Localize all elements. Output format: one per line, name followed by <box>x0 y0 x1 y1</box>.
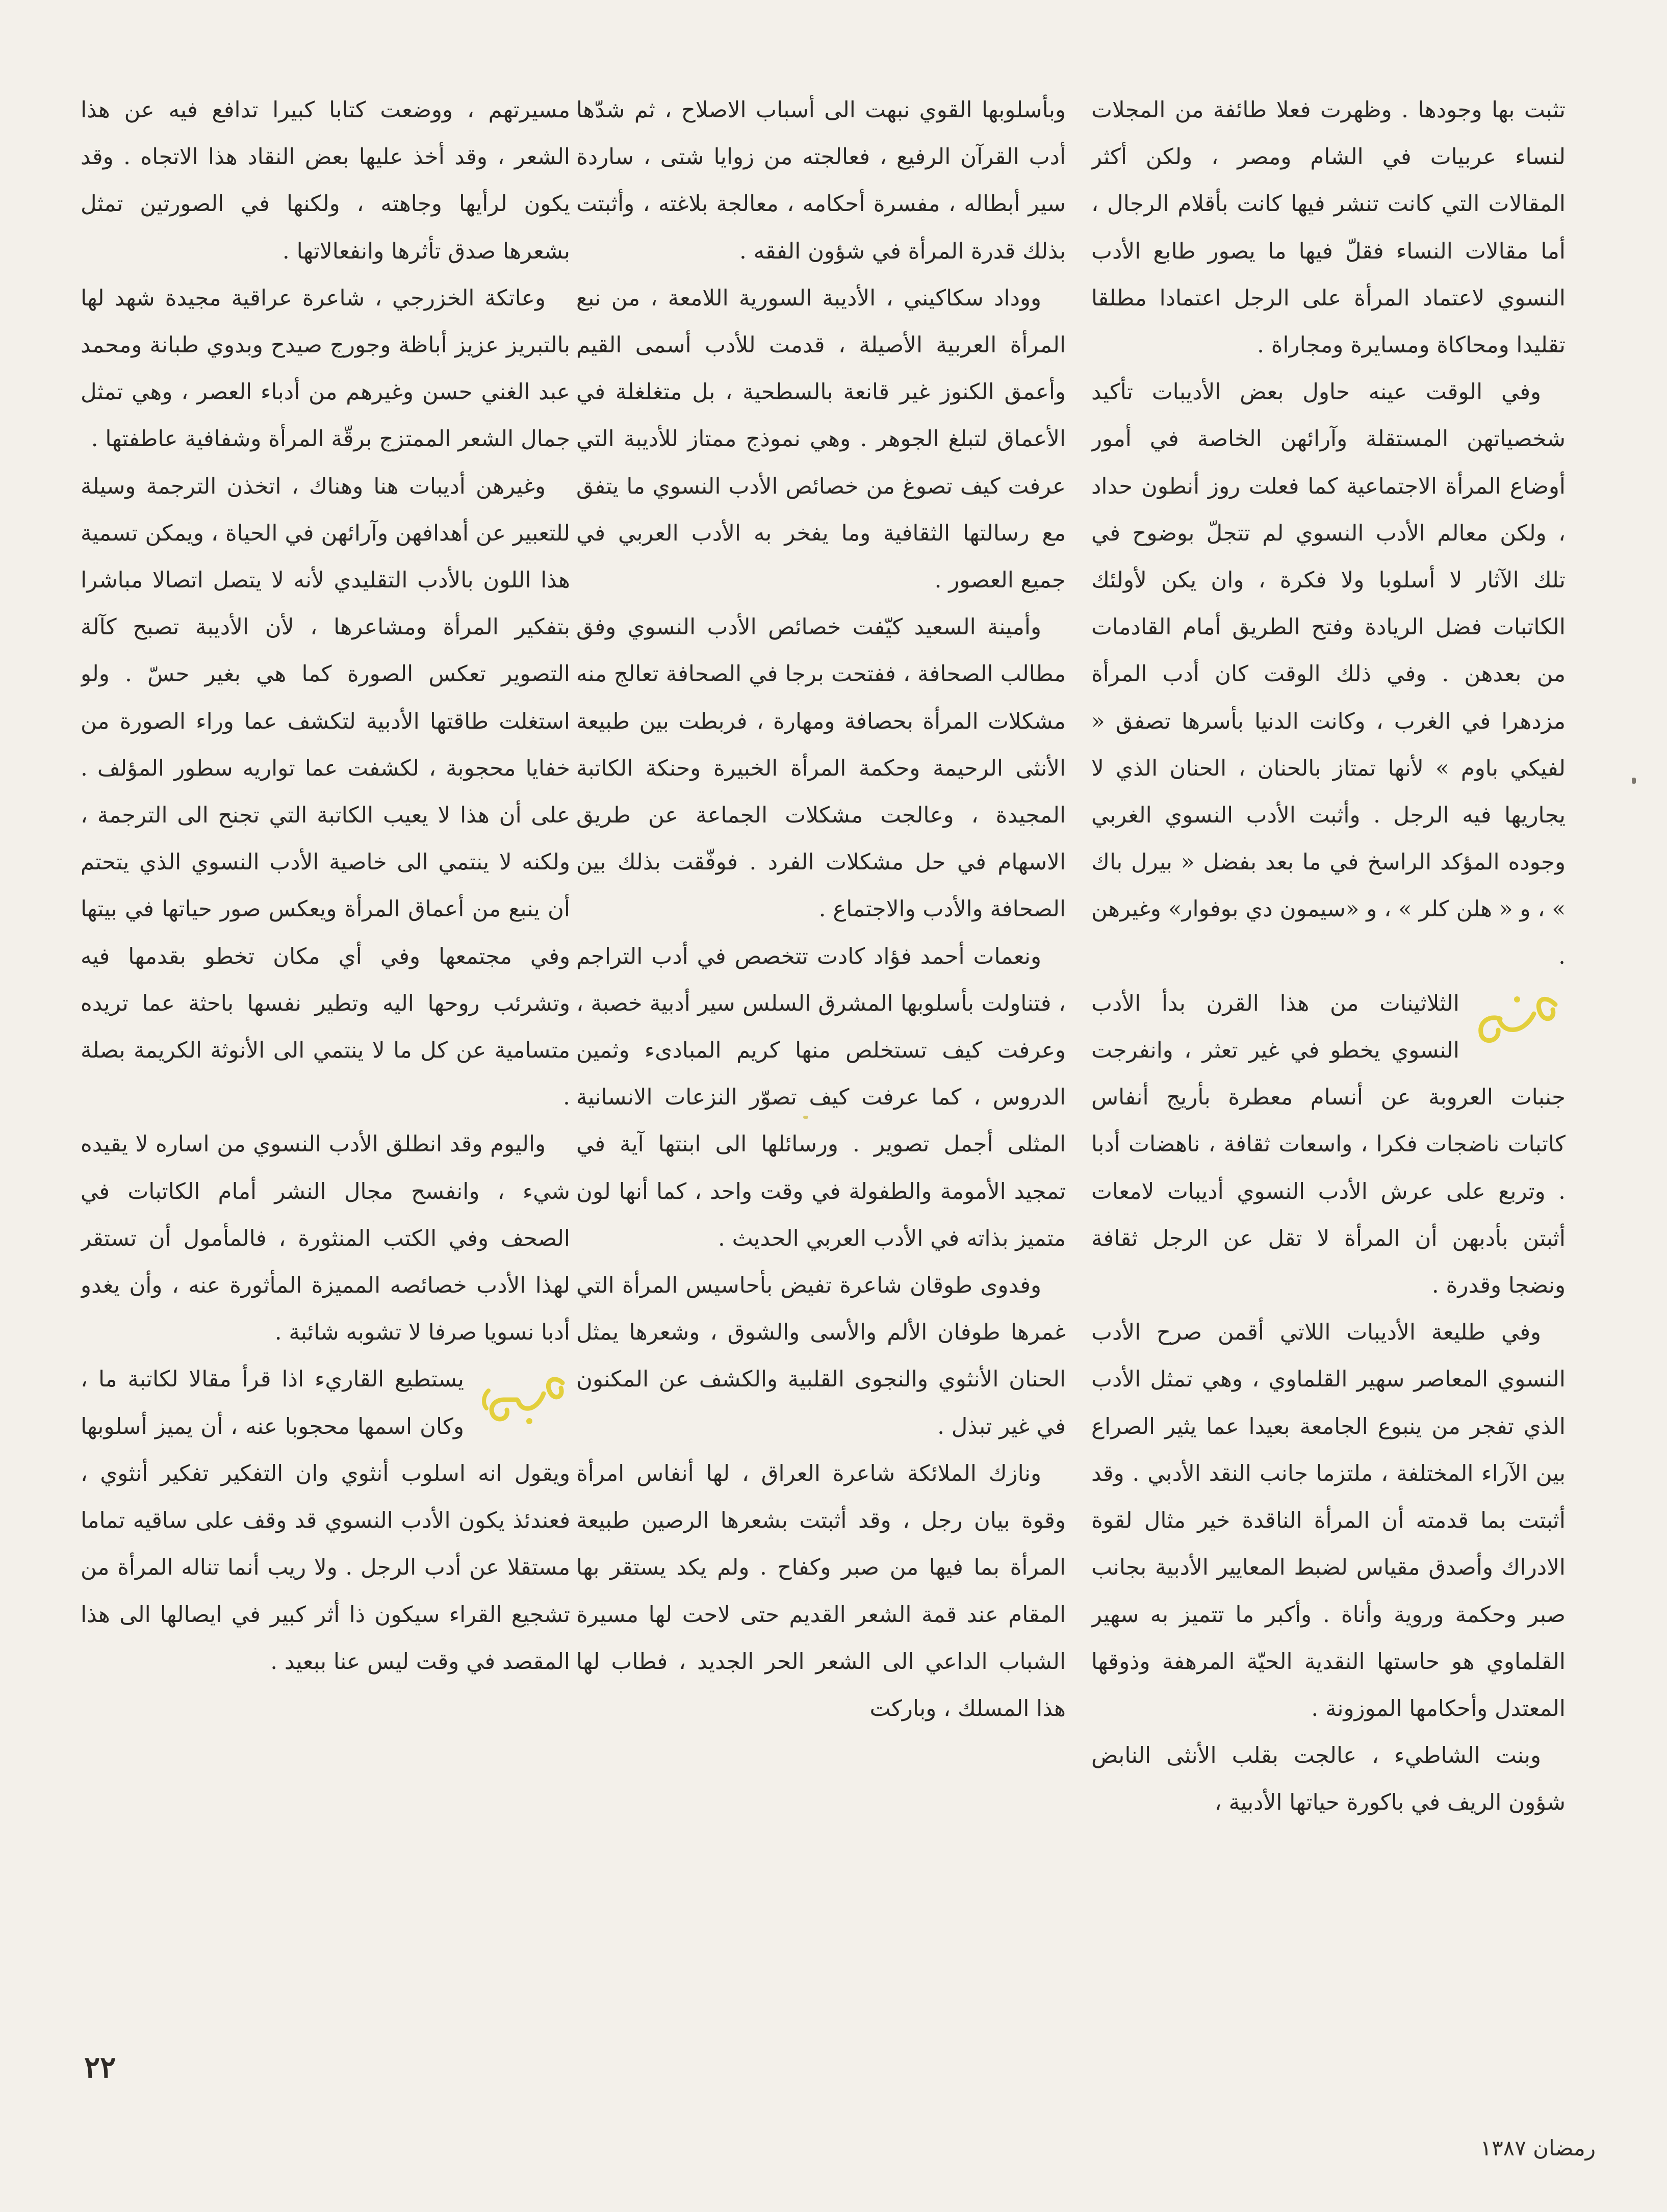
article-column-left <box>81 87 570 2065</box>
paragraph: واليوم وقد انطلق الأدب النسوي من اساره لا يقيده شيء ، وانفسح مجال النشر أمام الكاتبات في الصحف وفي الكتب المنثورة ، فالمأمول أن تستقر لهذا الأدب خصائصه المميزة المأثورة عنه ، وأن يغدو أدبا نسويا صرفا لا تشوبه شائبة . <box>81 1131 570 1346</box>
calligraphic-word-image <box>1469 984 1566 1056</box>
paragraph: وبأسلوبها القوي نبهت الى أسباب الاصلاح ، ثم شدّها أدب القرآن الرفيع ، فعالجته من زوايا شتى ، ساردة سير أبطاله ، مفسرة أحكامه ، معالجة بلاغته ، وأثبتت بذلك قدرة المرأة في شؤون الفقه . <box>576 97 1066 264</box>
paragraph: وغيرهن أديبات هنا وهناك ، اتخذن الترجمة وسيلة للتعبير عن أهدافهن وآرائهن في الحياة ، ويمكن تسمية هذا اللون بالأدب التقليدي لأنه لا يتصل اتصالا مباشرا بتفكير المرأة ومشاعرها ، لأن الأديبة تصبح كآلة التصوير تعكس الصورة كما هي بغير حسّ . ولو استغلت طاقتها الأدبية لتكشف عما وراء الصورة من خفايا محجوبة ، لكشفت عما تواريه سطور المؤلف . على أن هذا لا يعيب الكاتبة التي تجنح الى الترجمة ، ولكنه لا ينتمي الى خاصية الأدب النسوي الذي يتحتم أن ينبع من أعماق المرأة ويعكس صور حياتها في بيتها وفي مجتمعها وفي أي مكان تخطو بقدمها فيه وتشرئب روحها اليه وتطير نفسها باحثة عما تريده متسامية عن كل ما لا ينتمي الى الأنوثة الكريمة بصلة . <box>81 473 570 1111</box>
paragraph: وفي الوقت عينه حاول بعض الأديبات تأكيد شخصياتهن المستقلة وآرائهن الخاصة في أمور أوضاع المرأة الاجتماعية كما فعلت روز أنطون حداد ، ولكن معالم الأدب النسوي لم تتجلّ بوضوح في تلك الآثار لا أسلوبا ولا فكرة ، وان يكن لأولئك الكاتبات فضل الريادة وفتح الطريق أمام القادمات من بعدهن . وفي ذلك الوقت كان أدب المرأة مزدهرا في الغرب ، وكانت الدنيا بأسرها تصفق « لفيكي باوم » لأنها تمتاز بالحنان ، الحنان الذي لا يجاريها فيه الرجل . وأثبت الأدب النسوي الغربي وجوده المؤكد الراسخ في ما بعد بفضل « بيرل باك » ، و « هلن كلر » ، و «سيمون دي بوفوار» وغيرهن . <box>1091 379 1566 969</box>
paragraph-text: يستطيع القاريء اذا قرأ مقالا لكاتبة ما ، وكان اسمها محجوبا عنه ، أن يميز أسلوبها ويقول انه اسلوب أنثوي وان التفكير تفكير أنثوي ، فعندئذ يكون الأدب النسوي قد وقف على ساقيه تماما مستقلا عن أدب الرجل . ولا ريب أنما تناله المرأة من تشجيع القراء سيكون ذا أثر كبير في ايصالها الى هذا المقصد في وقت ليس عنا ببعيد . <box>81 1367 570 1675</box>
margin-mark <box>1632 778 1636 784</box>
paragraph-with-decorative-opening <box>81 1356 570 1685</box>
paragraph: مسيرتهم ، ووضعت كتابا كبيرا تدافع فيه عن هذا الشعر ، وقد أخذ عليها بعض النقاد هذا الاتجاه . وقد يكون لرأيها وجاهته ، ولكنها في الصورتين تمثل بشعرها صدق تأثرها وانفعالاتها . <box>81 97 570 264</box>
paragraph: وفدوى طوقان شاعرة تفيض بأحاسيس المرأة التي غمرها طوفان الألم والأسى والشوق ، وشعرها يمثل الحنان الأنثوي والنجوى القلبية والكشف عن المكنون في غير تبذل . <box>576 1273 1066 1439</box>
paragraph: تثبت بها وجودها . وظهرت فعلا طائفة من المجلات لنساء عربيات في الشام ومصر ، ولكن أكثر المقالات التي كانت تنشر فيها كانت بأقلام الرجال ، أما مقالات النساء فقلّ فيها ما يصور طابع الأدب النسوي لاعتماد المرأة على الرجل اعتمادا مطلقا تقليدا ومحاكاة ومسايرة ومجاراة . <box>1091 97 1566 358</box>
paper-speck <box>803 1116 808 1119</box>
paragraph: ونعمات أحمد فؤاد كادت تتخصص في أدب التراجم ، فتناولت بأسلوبها المشرق السلس سير أدبية خصبة ، وعرفت كيف تستخلص منها كريم المبادىء وثمين الدروس ، كما عرفت كيف تصوّر النزعات الانسانية المثلى أجمل تصوير . ورسائلها الى ابنتها آية في تمجيد الأمومة والطفولة في وقت واحد ، كما أنها لون متميز بذاته في الأدب العربي الحديث . <box>576 943 1066 1251</box>
article-column-middle <box>576 87 1066 2065</box>
decorative-opening-word <box>1469 984 1566 1056</box>
paragraph: وأمينة السعيد كيّفت خصائص الأدب النسوي وفق مطالب الصحافة ، ففتحت برجا في الصحافة تعالج منه مشكلات المرأة بحصافة ومهارة ، فربطت بين طبيعة الأنثى الرحيمة وحكمة المرأة الخبيرة وحنكة الكاتبة المجيدة ، وعالجت مشكلات الجماعة عن طريق الاسهام في حل مشكلات الفرد . فوفّقت بذلك بين الصحافة والأدب والاجتماع . <box>576 614 1066 922</box>
article-column-right <box>1091 87 1566 2065</box>
paragraph: ونازك الملائكة شاعرة العراق ، لها أنفاس امرأة وقوة بيان رجل ، وقد أثبتت بشعرها الرصين طبيعة المرأة بما فيها من صبر وكفاح . ولم يكد يستقر بها المقام عند قمة الشعر القديم حتى لاحت لها مسيرة الشباب الداعي الى الشعر الحر الجديد ، فطاب لها هذا المسلك ، وباركت <box>576 1460 1066 1721</box>
paragraph: ووداد سكاكيني ، الأديبة السورية اللامعة ، من نبع المرأة العربية الأصيلة ، قدمت للأدب أسمى القيم وأعمق الكنوز غير قانعة بالسطحية ، بل متغلغلة في الأعماق لتبلغ الجوهر . وهي نموذج ممتاز للأديبة التي عرفت كيف تصوغ من خصائص الأدب النسوي ما يتفق مع رسالتها الثقافية وما يفخر به الأدب العربي في جميع العصور . <box>576 285 1066 594</box>
paragraph: وعاتكة الخزرجي ، شاعرة عراقية مجيدة شهد لها بالتبريز عزيز أباظة وجورج صيدح وبدوي طبانة ومحمد عبد الغني حسن وغيرهم من أدباء العصر ، وهي تمثل جمال الشعر الممتزج برقّة المرأة وشفافية عاطفتها . <box>81 285 570 452</box>
issue-date-footer: رمضان ١٣٨٧ <box>1480 2136 1596 2160</box>
paragraph: وفي طليعة الأديبات اللاتي أقمن صرح الأدب النسوي المعاصر سهير القلماوي ، وهي تمثل الأدب الذي تفجر من ينبوع الجامعة بعيدا عما يثير الصراع بين الآراء المختلفة ، ملتزما جانب النقد الأدبي . وقد أثبتت بما قدمته أن المرأة الناقدة خير مثال لقوة الادراك وأصدق مقياس لضبط المعايير الأدبية بجانب صبر وحكمة وروية وأناة . وأكبر ما تتميز به سهير القلماوي هو حاستها النقدية الحيّة المرهفة وذوقها المعتدل وأحكامها الموزونة . <box>1091 1320 1566 1721</box>
paragraph-text: الثلاثينات من هذا القرن بدأ الأدب النسوي يخطو في غير تعثر ، وانفرجت جنبات العروبة عن أنسام معطرة بأريج أنفاس كاتبات ناضجات فكرا ، واسعات ثقافة ، ناهضات أدبا . وتربع على عرش الأدب النسوي أديبات لامعات أثبتن بأدبهن أن المرأة لا تقل عن الرجل ثقافة ونضجا وقدرة . <box>1091 990 1566 1299</box>
page-number: ٢٢ <box>84 2050 116 2085</box>
calligraphic-word-image <box>473 1360 570 1431</box>
paragraph: وبنت الشاطيء ، عالجت بقلب الأنثى النابض شؤون الريف في باكورة حياتها الأدبية ، <box>1091 1743 1566 1816</box>
paragraph-with-decorative-opening <box>1091 980 1566 1309</box>
decorative-opening-word <box>473 1360 570 1431</box>
